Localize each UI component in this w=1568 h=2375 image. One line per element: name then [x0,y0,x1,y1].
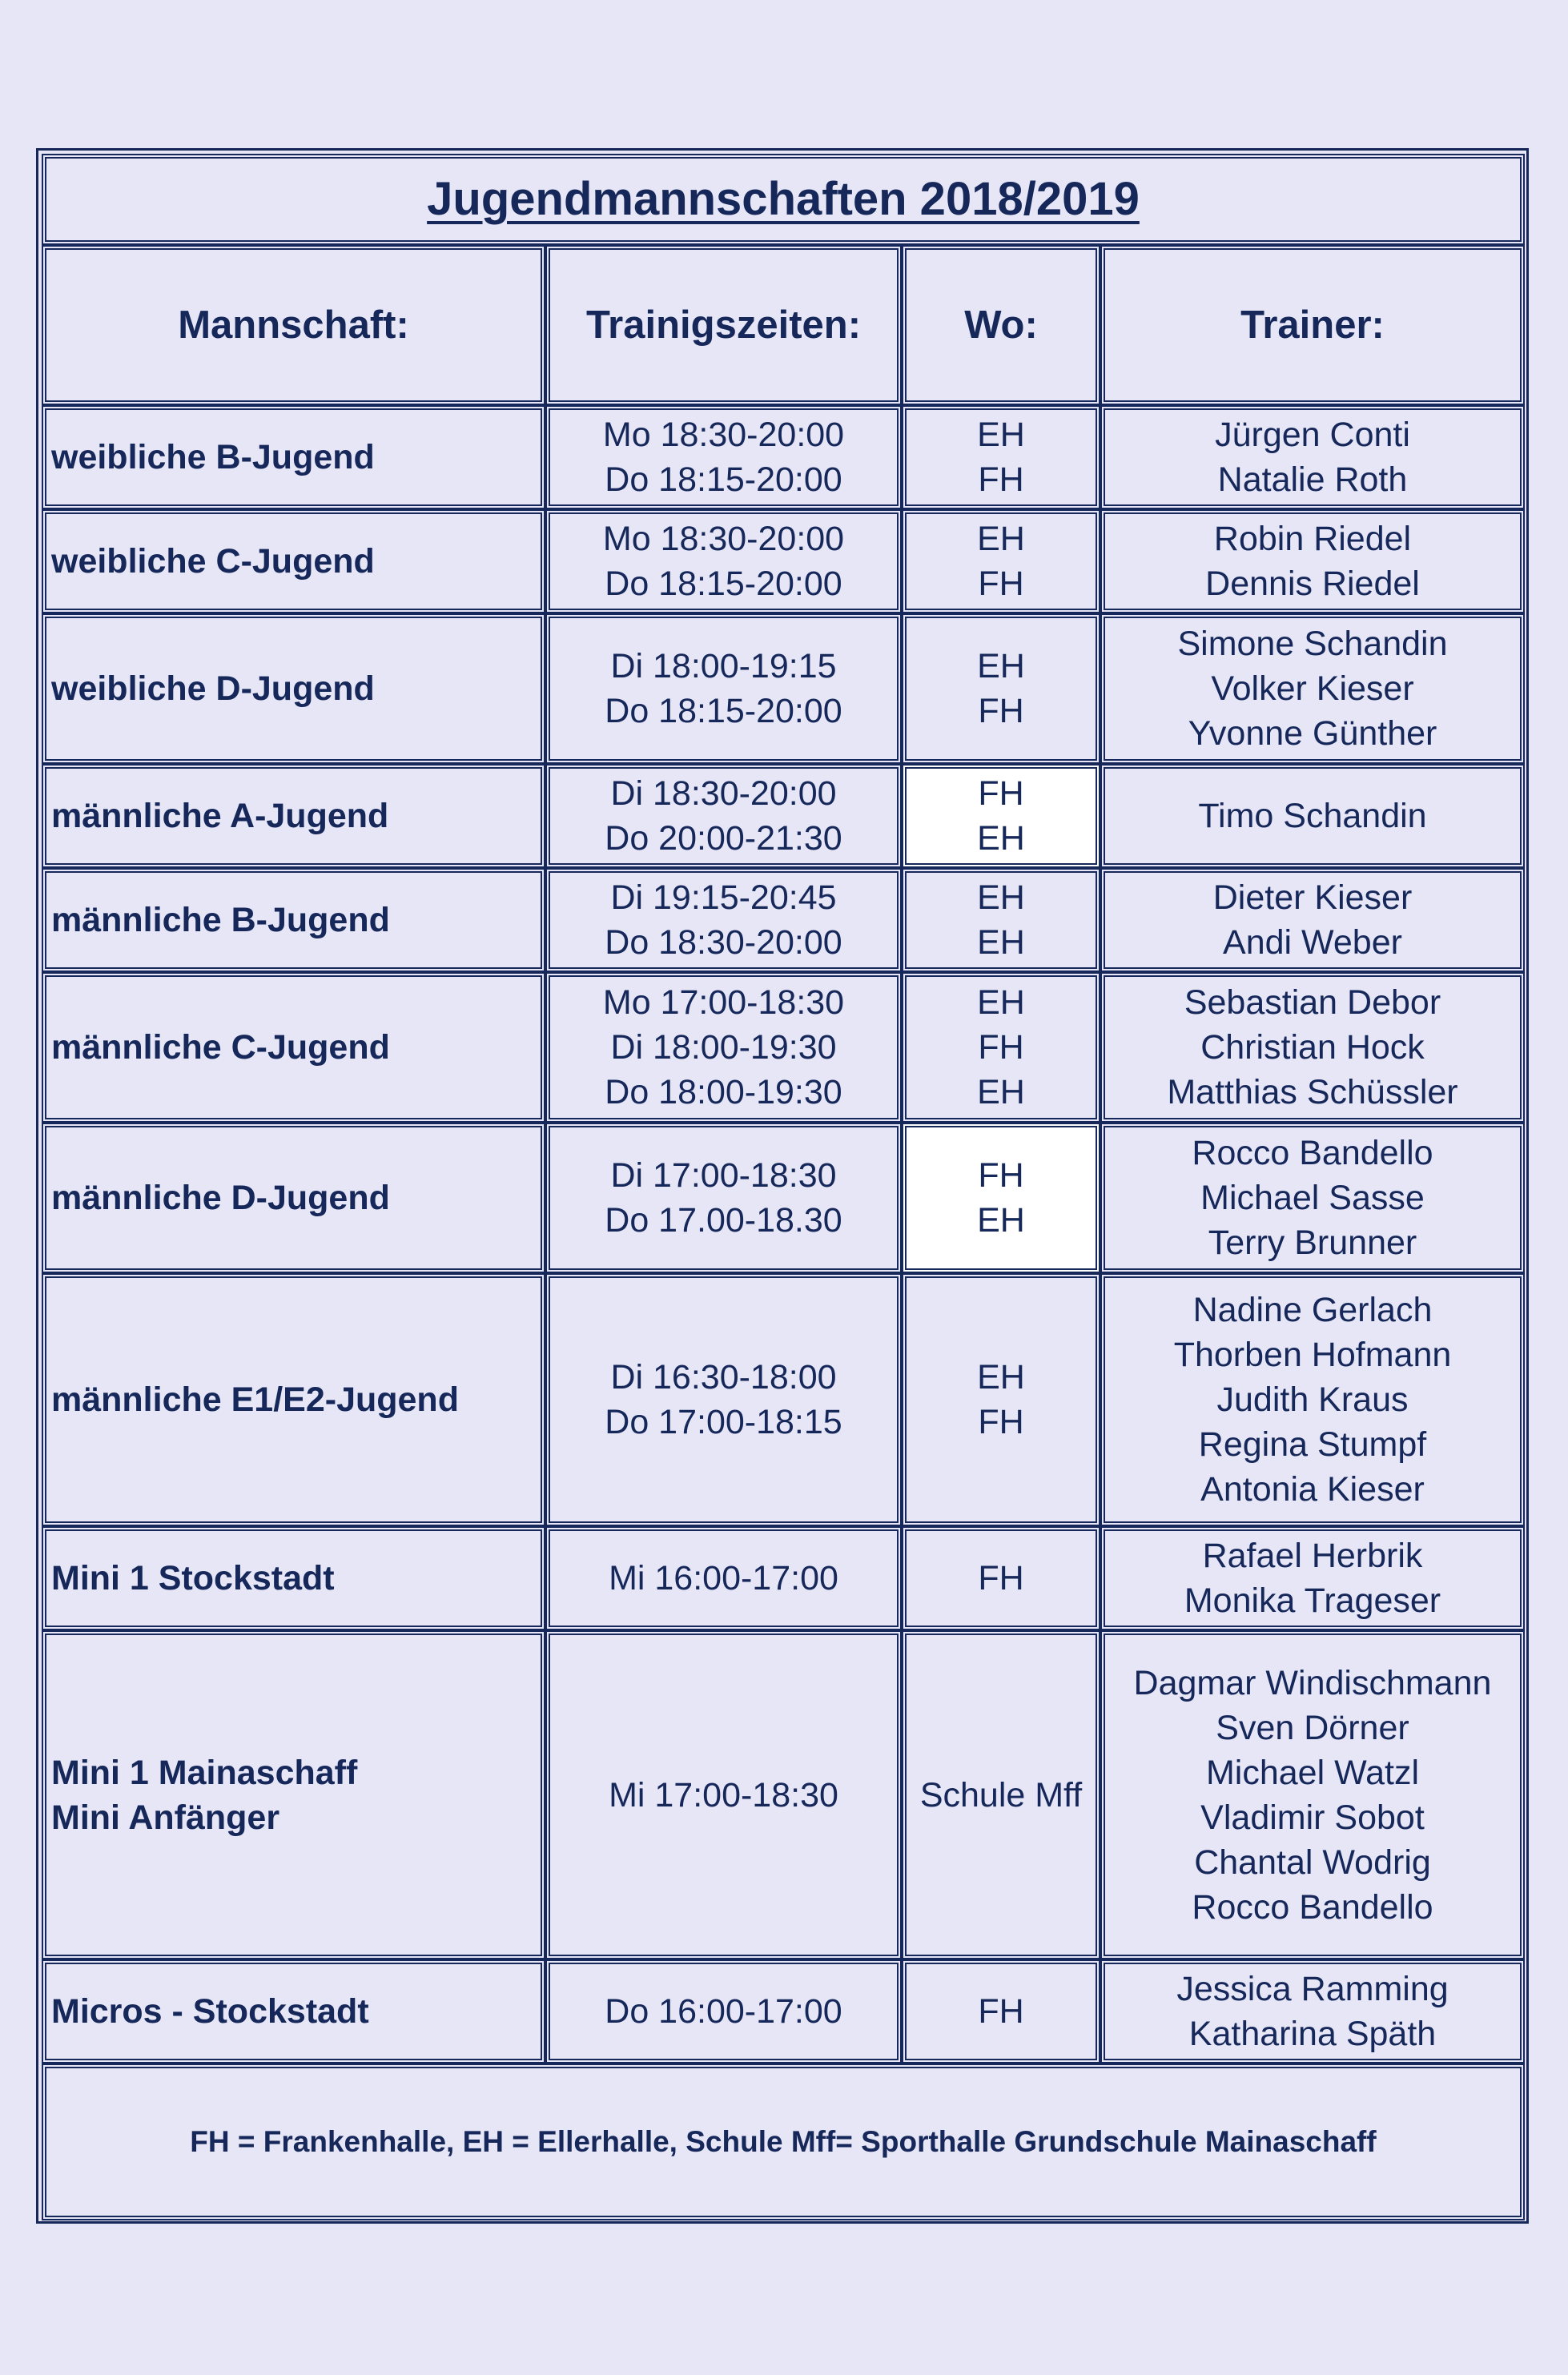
where-cell [902,1959,1100,2064]
trainer-cell [1100,764,1525,868]
where-line: EH [977,819,1025,858]
trainers-line: Nadine Gerlach [1192,1291,1433,1329]
trainers-line: Robin Riedel [1213,520,1412,558]
header-where [902,245,1100,405]
where-cell [902,1526,1100,1630]
team-cell [42,1273,545,1526]
team-line: männliche B-Jugend [51,901,390,939]
trainers-line: Vladimir Sobot [1200,1798,1425,1837]
team-line: männliche D-Jugend [51,1179,390,1217]
where-line: FH [978,1156,1024,1195]
where-cell [902,972,1100,1123]
trainers-line: Regina Stumpf [1198,1425,1427,1464]
times-line: Di 18:00-19:30 [610,1028,837,1067]
times-line: Do 16:00-17:00 [605,1992,842,2031]
trainers-line: Judith Kraus [1216,1380,1409,1419]
where-line: EH [977,1073,1025,1111]
team-line: Mini Anfänger [51,1798,280,1837]
times-line: Do 18:30-20:00 [605,923,842,962]
team-cell [42,764,545,868]
times-line: Do 18:15-20:00 [605,565,842,603]
where-line: FH [978,565,1024,603]
times-line: Mo 18:30-20:00 [602,520,845,558]
times-cell [545,764,902,868]
times-line: Di 17:00-18:30 [610,1156,837,1195]
times-cell [545,1526,902,1630]
trainer-cell [1100,868,1525,972]
trainers-line: Michael Sasse [1200,1179,1425,1217]
times-line: Do 18:15-20:00 [605,460,842,499]
times-line: Mo 17:00-18:30 [602,983,845,1022]
legend-text: FH = Frankenhalle, EH = Ellerhalle, Schule Mff= Sporthalle Grundschule Mainaschaff [190,2125,1377,2158]
team-cell [42,1630,545,1959]
where-line: EH [977,1358,1025,1396]
team-cell [42,972,545,1123]
times-cell [545,1959,902,2064]
trainers-line: Dagmar Windischmann [1133,1663,1492,1702]
trainers-line: Antonia Kieser [1200,1470,1425,1509]
where-line: FH [978,1559,1024,1597]
trainers-line: Sven Dörner [1216,1708,1409,1747]
page-title: Jugendmannschaften 2018/2019 [427,173,1140,225]
where-line: EH [977,923,1025,962]
trainers-line: Simone Schandin [1177,625,1448,663]
where-line: EH [977,647,1025,685]
times-cell [545,509,902,613]
header-trainer [1100,245,1525,405]
where-line: EH [977,983,1025,1022]
team-line: weibliche C-Jugend [51,542,375,581]
trainers-line: Dennis Riedel [1205,565,1420,603]
where-line: FH [978,774,1024,813]
times-line: Do 18:15-20:00 [605,692,842,730]
team-line: männliche A-Jugend [51,797,389,835]
legend-cell [42,2064,1525,2220]
where-line: EH [977,878,1025,917]
trainer-cell [1100,405,1525,509]
trainers-line: Sebastian Debor [1184,983,1441,1022]
times-cell [545,1630,902,1959]
where-cell [902,764,1100,868]
team-line: weibliche D-Jugend [51,669,375,708]
trainers-line: Yvonne Günther [1188,714,1437,753]
times-line: Mo 18:30-20:00 [602,416,845,454]
times-line: Di 18:00-19:15 [610,647,837,685]
team-cell [42,613,545,764]
trainer-cell [1100,1959,1525,2064]
times-line: Mi 16:00-17:00 [609,1559,838,1597]
team-cell [42,868,545,972]
times-line: Di 16:30-18:00 [610,1358,837,1396]
where-line: FH [978,1028,1024,1067]
trainers-line: Christian Hock [1200,1028,1425,1067]
team-line: weibliche B-Jugend [51,438,375,476]
team-cell [42,1959,545,2064]
times-line: Do 17.00-18.30 [605,1201,842,1240]
trainer-cell [1100,1123,1525,1273]
where-cell [902,405,1100,509]
trainers-line: Rocco Bandello [1192,1134,1433,1172]
team-cell [42,1123,545,1273]
times-line: Di 18:30-20:00 [610,774,837,813]
where-cell [902,509,1100,613]
times-cell [545,868,902,972]
team-cell [42,509,545,613]
header-where-label: Wo: [964,303,1038,347]
team-line: Mini 1 Stockstadt [51,1559,335,1597]
trainers-line: Timo Schandin [1198,797,1427,835]
header-team-label: Mannschaft: [178,303,409,347]
trainers-line: Rafael Herbrik [1202,1537,1423,1575]
trainer-cell [1100,1630,1525,1959]
trainers-line: Volker Kieser [1211,669,1414,708]
times-cell [545,405,902,509]
team-cell [42,405,545,509]
trainer-cell [1100,1273,1525,1526]
trainer-cell [1100,613,1525,764]
trainers-line: Katharina Späth [1188,2015,1437,2053]
trainers-line: Terry Brunner [1208,1224,1417,1262]
trainers-line: Michael Watzl [1205,1753,1420,1792]
where-line: EH [977,520,1025,558]
times-cell [545,1123,902,1273]
trainers-line: Andi Weber [1223,923,1402,962]
times-line: Di 19:15-20:45 [610,878,837,917]
times-cell [545,972,902,1123]
times-line: Mi 17:00-18:30 [609,1775,838,1814]
trainers-line: Dieter Kieser [1212,878,1413,917]
team-line: Micros - Stockstadt [51,1992,369,2031]
times-line: Do 18:00-19:30 [605,1073,842,1111]
trainers-line: Monika Trageser [1184,1581,1441,1620]
times-cell [545,613,902,764]
where-cell [902,1630,1100,1959]
trainers-line: Chantal Wodrig [1194,1843,1431,1882]
team-line: Mini 1 Mainaschaff [51,1753,358,1792]
times-line: Do 17:00-18:15 [605,1403,842,1441]
where-line: EH [977,1201,1025,1240]
where-line: FH [978,1403,1024,1441]
trainers-line: Natalie Roth [1217,460,1408,499]
trainers-line: Thorben Hofmann [1173,1336,1452,1374]
where-line: FH [978,692,1024,730]
trainers-line: Matthias Schüssler [1167,1073,1458,1111]
title-cell [42,154,1525,245]
trainers-line: Rocco Bandello [1192,1887,1433,1927]
where-cell [902,613,1100,764]
trainer-cell [1100,1526,1525,1630]
where-line: FH [978,1992,1024,2031]
header-times-label: Trainigszeiten: [585,303,862,347]
team-cell [42,1526,545,1630]
trainer-cell [1100,972,1525,1123]
where-cell [902,868,1100,972]
schedule-table [36,148,1529,2224]
where-cell [902,1273,1100,1526]
team-line: männliche E1/E2-Jugend [51,1380,459,1419]
trainers-line: Jürgen Conti [1215,416,1410,454]
header-trainer-label: Trainer: [1240,303,1385,347]
header-team [42,245,545,405]
team-line: männliche C-Jugend [51,1028,390,1067]
where-cell [902,1123,1100,1273]
where-line: EH [977,416,1025,454]
times-cell [545,1273,902,1526]
trainer-cell [1100,509,1525,613]
header-times [545,245,902,405]
where-line: Schule Mff [919,1775,1083,1814]
times-line: Do 20:00-21:30 [605,819,842,858]
where-line: FH [978,460,1024,499]
trainers-line: Jessica Ramming [1176,1970,1449,2008]
